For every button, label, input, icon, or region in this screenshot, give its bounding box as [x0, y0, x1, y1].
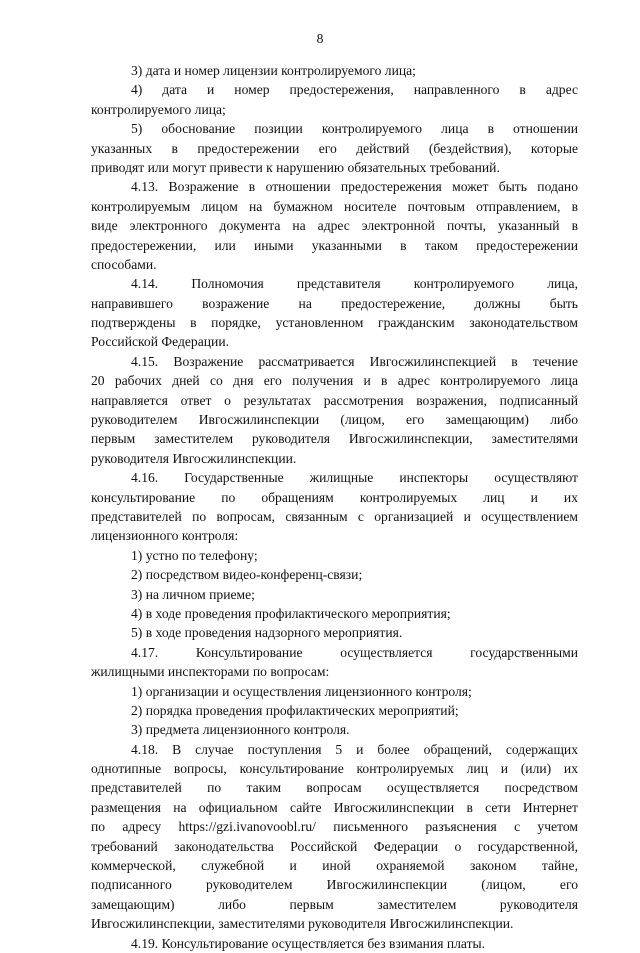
- text-line: 20 рабочих дней со дня его получения и в адрес контролируемого лица: [91, 373, 578, 389]
- text-line: 3) дата и номер лицензии контролируемого лица;: [131, 63, 416, 78]
- text-line: 1) устно по телефону;: [131, 547, 258, 563]
- text-line: направляется ответ о результатах рассмотрения возражения, подписанный: [91, 392, 578, 408]
- text-line: 4.14. Полномочия представителя контролируемого лица,: [131, 276, 578, 292]
- text-line: указанных в предостережении его действий (бездействия), которые: [91, 140, 578, 156]
- text-line: виде электронного документа на адрес электронной почты, указанный в: [91, 218, 578, 234]
- text-line: контролируемого лица;: [91, 101, 226, 117]
- text-line: 2) порядка проведения профилактических мероприятий;: [131, 702, 459, 718]
- text-line: требований законодательства Российской Федерации о государственной,: [91, 838, 578, 854]
- text-line: 1) организации и осуществления лицензионного контроля;: [131, 683, 472, 699]
- text-line: по адресу https://gzi.ivanovoobl.ru/ письменного разъяснения с учетом: [91, 819, 578, 835]
- text-line: 4) дата и номер предостережения, направленного в адрес: [131, 82, 578, 98]
- text-line: подтверждены в порядке, установленном гражданским законодательством: [91, 315, 578, 331]
- text-line: 3) на личном приеме;: [131, 586, 255, 602]
- text-line: 5) в ходе проведения надзорного мероприятия.: [131, 625, 403, 641]
- text-line: подписанного руководителем Ивгосжилинспекции (лицом, его: [91, 877, 578, 893]
- text-line: коммерческой, служебной и иной охраняемой законом тайне,: [91, 858, 578, 874]
- text-line: представителей по вопросам, связанным с организацией и осуществлением: [91, 508, 578, 524]
- text-line: 4.15. Возражение рассматривается Ивгосжилинспекцией в течение: [131, 353, 578, 369]
- text-line: однотипные вопросы, консультирование контролируемых лиц и (или) их: [91, 761, 578, 777]
- text-line: Ивгосжилинспекции, заместителями руководителя Ивгосжилинспекции.: [91, 916, 514, 932]
- text-line: предостережении, или иными указанными в таком предостережении: [91, 237, 578, 253]
- text-line: контролируемым лицом на бумажном носителе почтовым отправлением, в: [91, 198, 578, 214]
- text-line: лицензионного контроля:: [91, 528, 239, 544]
- text-line: руководителя Ивгосжилинспекции.: [91, 450, 297, 466]
- text-line: 4.13. Возражение в отношении предостережения может быть подано: [131, 179, 578, 195]
- text-line: руководителем Ивгосжилинспекции (лицом, его замещающим) либо: [91, 412, 578, 428]
- text-line: представителей по таким вопросам осуществляется посредством: [91, 780, 578, 796]
- text-line: способами.: [91, 256, 157, 272]
- page-number: 8: [316, 31, 324, 46]
- text-line: консультирование по обращениям контролируемых лиц и их: [91, 489, 578, 505]
- text-line: Российской Федерации.: [91, 334, 229, 350]
- text-line: размещения на официальном сайте Ивгосжилинспекции в сети Интернет: [91, 799, 578, 815]
- document-body: [91, 61, 578, 953]
- text-line: 4) в ходе проведения профилактического мероприятия;: [131, 605, 451, 621]
- text-line: направившего возражение на предостережение, должны быть: [91, 295, 578, 311]
- text-line: 2) посредством видео-конференц-связи;: [131, 567, 363, 583]
- text-line: 4.17. Консультирование осуществляется государственными: [131, 644, 578, 660]
- text-line: жилищными инспекторами по вопросам:: [91, 664, 330, 680]
- text-line: 3) предмета лицензионного контроля.: [131, 722, 350, 738]
- text-line: 4.19. Консультирование осуществляется без взимания платы.: [131, 935, 486, 951]
- text-line: замещающим) либо первым заместителем руководителя: [91, 896, 578, 912]
- text-line: приводят или могут привести к нарушению обязательных требований.: [91, 159, 500, 175]
- text-line: 4.18. В случае поступления 5 и более обращений, содержащих: [131, 741, 578, 757]
- text-line: первым заместителем руководителя Ивгосжилинспекции, заместителями: [91, 431, 578, 447]
- text-line: 5) обоснование позиции контролируемого лица в отношении: [131, 121, 578, 137]
- text-line: 4.16. Государственные жилищные инспекторы осуществляют: [131, 470, 578, 486]
